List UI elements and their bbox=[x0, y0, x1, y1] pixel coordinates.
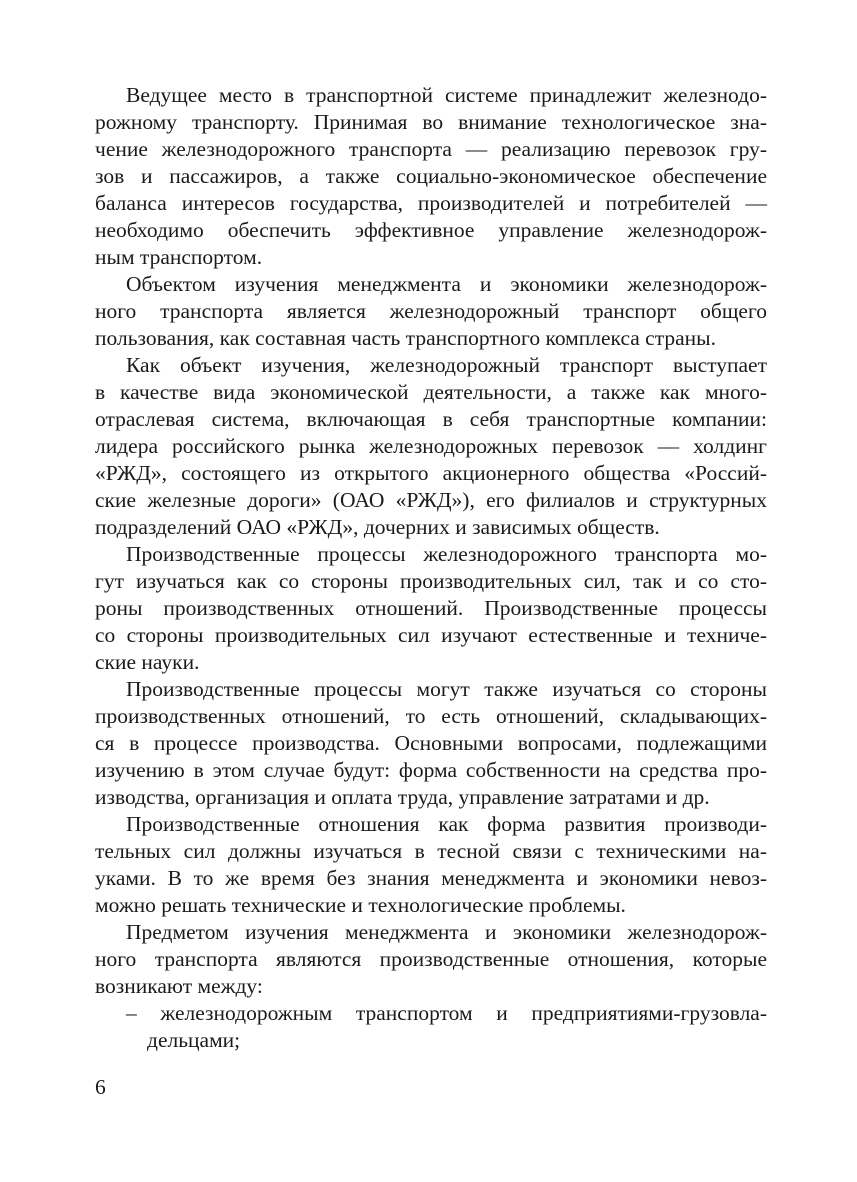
text-line: возникают между: bbox=[95, 974, 263, 998]
list-item bbox=[95, 1000, 767, 1054]
text-line: Ведущее место в транспортной системе принадлежит железнодо- bbox=[126, 83, 767, 107]
text-line: Предметом изучения менеджмента и экономики железнодорож- bbox=[126, 920, 767, 944]
text-line: изучению в этом случае будут: форма собственности на средства про- bbox=[95, 758, 767, 782]
paragraph bbox=[95, 541, 767, 676]
text-line: подразделений ОАО «РЖД», дочерних и зависимых обществ. bbox=[95, 515, 660, 539]
paragraph bbox=[95, 82, 767, 271]
text-line: гут изучаться как со стороны производительных сил, так и со сто- bbox=[95, 569, 767, 593]
text-line: ным транспортом. bbox=[95, 245, 263, 269]
text-line: производственных отношений, то есть отношений, складывающих- bbox=[95, 704, 767, 728]
text-line: Объектом изучения менеджмента и экономики железнодорож- bbox=[126, 272, 767, 296]
paragraph bbox=[95, 919, 767, 1000]
text-line: баланса интересов государства, производителей и потребителей — bbox=[95, 191, 767, 215]
text-line: изводства, организация и оплата труда, управление затратами и др. bbox=[95, 785, 710, 809]
text-line: Производственные процессы железнодорожного транспорта мо- bbox=[126, 542, 767, 566]
page-number: 6 bbox=[95, 1075, 106, 1099]
text-line: ся в процессе производства. Основными вопросами, подлежащими bbox=[95, 731, 767, 755]
paragraph bbox=[95, 352, 767, 541]
text-line: чение железнодорожного транспорта — реализацию перевозок гру- bbox=[95, 137, 767, 161]
text-line: ские железные дороги» (ОАО «РЖД»), его филиалов и структурных bbox=[95, 488, 767, 512]
document-page bbox=[95, 82, 767, 1054]
paragraph bbox=[95, 811, 767, 919]
text-line: – железнодорожным транспортом и предприятиями-грузовла- bbox=[126, 1001, 767, 1025]
text-line: ские науки. bbox=[95, 650, 200, 674]
text-line: со стороны производительных сил изучают естественные и техниче- bbox=[95, 623, 767, 647]
text-line: ного транспорта являются производственные отношения, которые bbox=[95, 947, 767, 971]
text-line: в качестве вида экономической деятельности, а также как много- bbox=[95, 380, 767, 404]
text-line: Как объект изучения, железнодорожный транспорт выступает bbox=[126, 353, 767, 377]
text-line: Производственные процессы могут также изучаться со стороны bbox=[126, 677, 767, 701]
text-line: дельцами; bbox=[147, 1028, 241, 1052]
text-line: Производственные отношения как форма развития производи- bbox=[126, 812, 767, 836]
text-line: ного транспорта является железнодорожный транспорт общего bbox=[95, 299, 767, 323]
text-line: лидера российского рынка железнодорожных перевозок — холдинг bbox=[95, 434, 767, 458]
text-line: отраслевая система, включающая в себя транспортные компании: bbox=[95, 407, 767, 431]
text-line: зов и пассажиров, а также социально-экономическое обеспечение bbox=[95, 164, 767, 188]
paragraph bbox=[95, 676, 767, 811]
text-line: тельных сил должны изучаться в тесной связи с техническими на- bbox=[95, 839, 767, 863]
text-line: рожному транспорту. Принимая во внимание технологическое зна- bbox=[95, 110, 767, 134]
paragraph bbox=[95, 271, 767, 352]
text-line: пользования, как составная часть транспортного комплекса страны. bbox=[95, 326, 716, 350]
text-line: роны производственных отношений. Производственные процессы bbox=[95, 596, 767, 620]
text-line: уками. В то же время без знания менеджмента и экономики невоз- bbox=[95, 866, 767, 890]
text-line: необходимо обеспечить эффективное управление железнодорож- bbox=[95, 218, 767, 242]
text-line: «РЖД», состоящего из открытого акционерного общества «Россий- bbox=[95, 461, 767, 485]
text-line: можно решать технические и технологические проблемы. bbox=[95, 893, 626, 917]
